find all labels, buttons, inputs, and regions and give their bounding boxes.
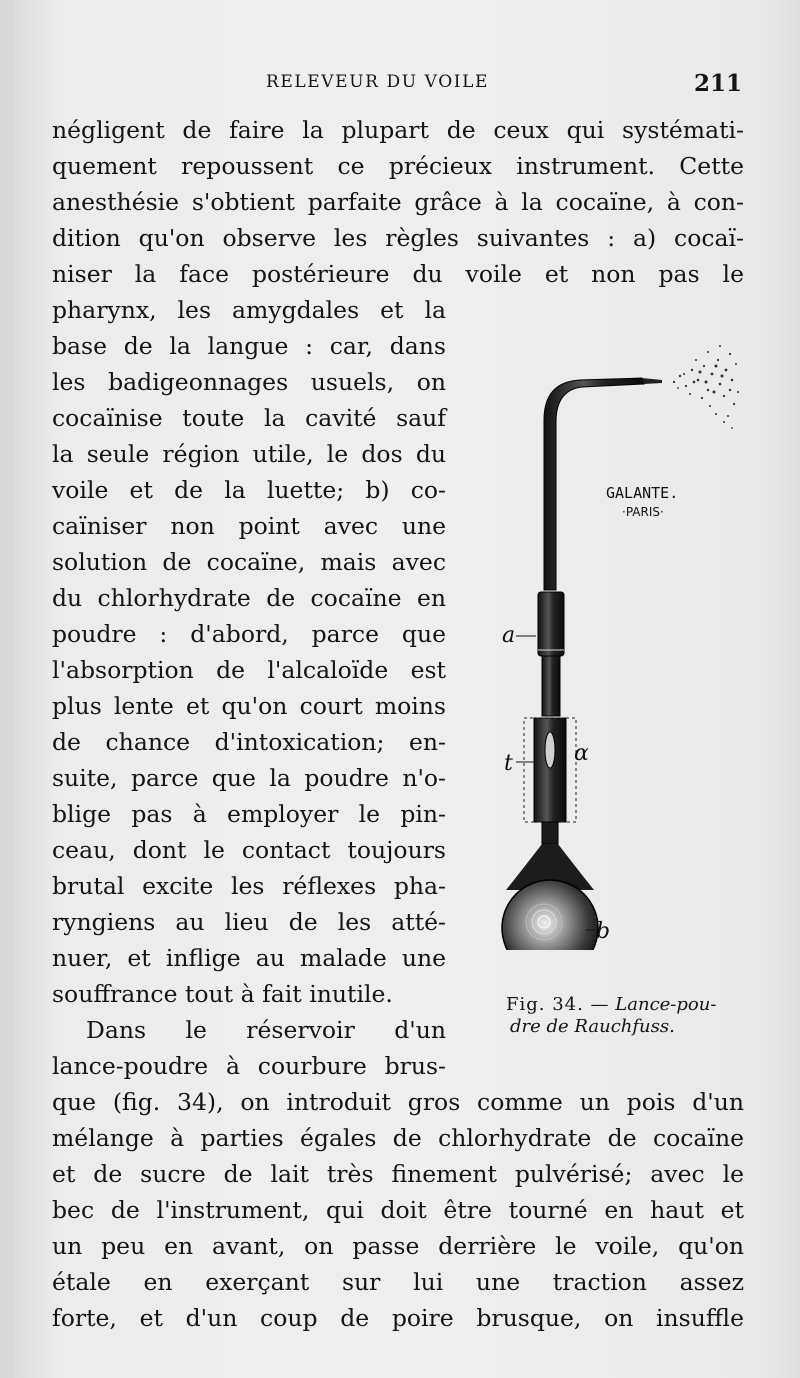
body-line: l'absorption de l'alcaloïde est	[52, 656, 446, 684]
body-line: brutal excite les réflexes pha-	[52, 872, 446, 900]
body-line: forte, et d'un coup de poire brusque, on insuffle	[52, 1304, 744, 1332]
figure-caption-line2	[510, 1016, 675, 1037]
figure-caption	[506, 994, 716, 1015]
body-line: base de la langue : car, dans	[52, 332, 446, 360]
body-line: nuer, et inflige au malade une	[52, 944, 446, 972]
page-number: 211	[694, 70, 743, 97]
caption-label: Fig. 34. —	[506, 994, 610, 1015]
body-line: suite, parce que la poudre n'o-	[52, 764, 446, 792]
body-line: négligent de faire la plupart de ceux qui systémati-	[52, 116, 744, 144]
body-line: de chance d'intoxication; en-	[52, 728, 446, 756]
body-line: blige pas à employer le pin-	[52, 800, 446, 828]
body-line: solution de cocaïne, mais avec	[52, 548, 446, 576]
body-line: anesthésie s'obtient parfaite grâce à la cocaïne, à con-	[52, 188, 744, 216]
label-a: a	[502, 623, 516, 648]
body-line: quement repoussent ce précieux instrument. Cette	[52, 152, 744, 180]
body-line: que (fig. 34), on introduit gros comme un pois d'un	[52, 1088, 744, 1116]
body-line: ryngiens au lieu de les atté-	[52, 908, 446, 936]
body-line: étale en exerçant sur lui une traction assez	[52, 1268, 744, 1296]
body-line: ceau, dont le contact toujours	[52, 836, 446, 864]
body-line: un peu en avant, on passe derrière le voile, qu'on	[52, 1232, 744, 1260]
maker-mark-paris: ·PARIS·	[622, 505, 664, 519]
body-line: plus lente et qu'on court moins	[52, 692, 446, 720]
body-line: les badigeonnages usuels, on	[52, 368, 446, 396]
body-line: cocaïnise toute la cavité sauf	[52, 404, 446, 432]
powder-spray	[673, 345, 739, 429]
body-line: pharynx, les amygdales et la	[52, 296, 446, 324]
body-line: du chlorhydrate de cocaïne en	[52, 584, 446, 612]
label-t: t	[504, 751, 513, 776]
collar-a	[538, 592, 564, 656]
body-line: poudre : d'abord, parce que	[52, 620, 446, 648]
body-line: voile et de la luette; b) co-	[52, 476, 446, 504]
body-line: et de sucre de lait très finement pulvérisé; avec le	[52, 1160, 744, 1188]
body-line: souffrance tout à fait inutile.	[52, 980, 393, 1008]
body-line: lance-poudre à courbure brus-	[52, 1052, 446, 1080]
body-line: dition qu'on observe les règles suivantes : a) cocaï-	[52, 224, 744, 252]
body-line: niser la face postérieure du voile et non pas le	[52, 260, 744, 288]
body-line: bec de l'instrument, qui doit être tourné en haut et	[52, 1196, 744, 1224]
label-b: b	[596, 919, 611, 944]
body-line: caïniser non point avec une	[52, 512, 446, 540]
label-alpha: α	[574, 741, 589, 766]
running-title: RELEVEUR DU VOILE	[266, 72, 490, 92]
body-line: mélange à parties égales de chlorhydrate de cocaïne	[52, 1124, 744, 1152]
body-line: la seule région utile, le dos du	[52, 440, 446, 468]
insufflator-illustration	[462, 330, 762, 950]
caption-title-part1: Lance-pou-	[615, 994, 717, 1015]
maker-mark-galante: GALANTE.	[606, 484, 679, 502]
body-line: Dans le réservoir d'un	[86, 1016, 446, 1044]
caption-title-part2: dre de Rauchfuss.	[510, 1016, 675, 1037]
page-header	[0, 70, 800, 100]
